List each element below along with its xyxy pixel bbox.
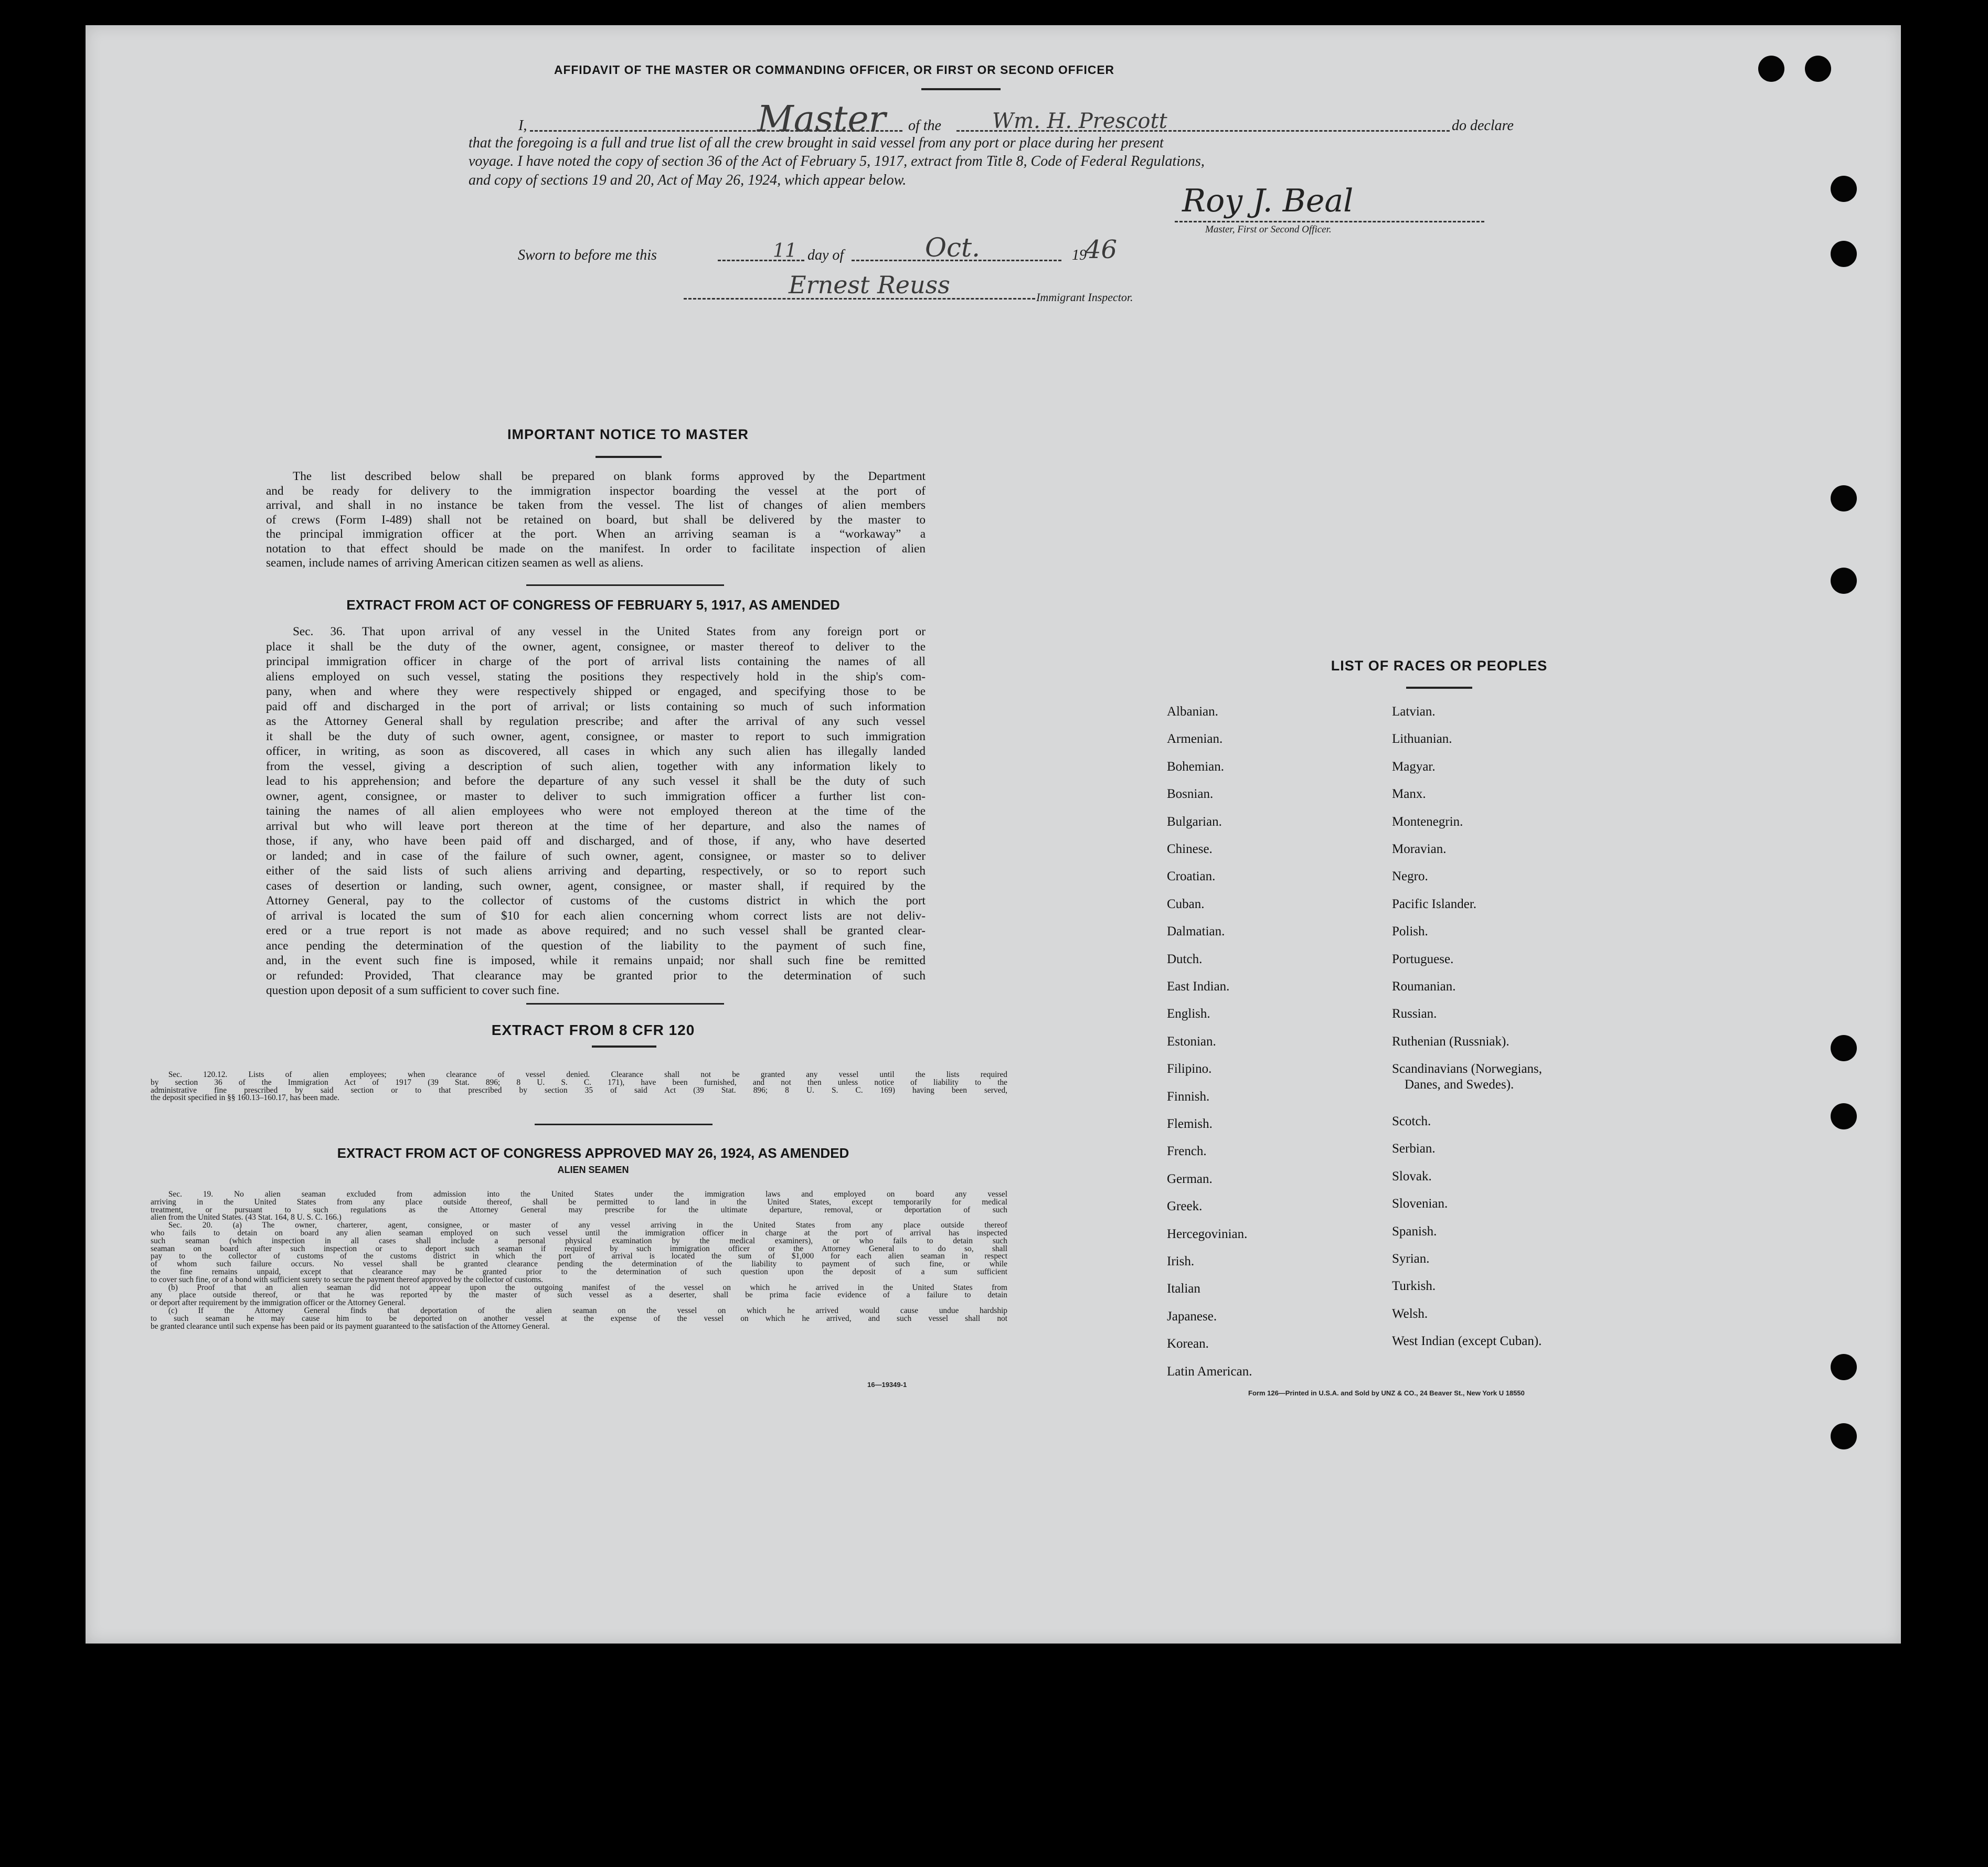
race-item: Serbian. — [1392, 1141, 1436, 1156]
master-signature-caption: Master, First or Second Officer. — [1205, 224, 1332, 235]
race-item: Manx. — [1392, 787, 1426, 802]
race-item: Portuguese. — [1392, 952, 1454, 966]
notice-title: IMPORTANT NOTICE TO MASTER — [507, 426, 749, 442]
race-item: Syrian. — [1392, 1252, 1430, 1266]
race-item: Ruthenian (Russniak). — [1392, 1034, 1509, 1049]
race-item: Italian — [1167, 1282, 1200, 1296]
section-divider — [535, 1124, 713, 1125]
text-line: question upon deposit of a sum sufficient to cover such fine. — [266, 984, 560, 997]
affidavit-body-line: and copy of sections 19 and 20, Act of May 26, 1924, which appear below. — [469, 172, 907, 188]
race-item: Slovak. — [1392, 1169, 1432, 1183]
text-line: arrival, and shall in no instance be taken from the vessel. The list of changes of alien members — [266, 498, 926, 512]
extract-1917-text — [266, 624, 926, 998]
race-item: Dalmatian. — [1167, 924, 1225, 939]
race-item: Cuban. — [1167, 897, 1205, 911]
race-item: Japanese. — [1167, 1309, 1217, 1324]
race-item: German. — [1167, 1171, 1213, 1186]
text-line: of crews (Form I-489) shall not be retained on board, but shall be delivered by the master to — [266, 513, 926, 527]
handwritten-vessel-name: Wm. H. Prescott — [992, 109, 1167, 133]
text-line: the deposit specified in §§ 160.13–160.17, has been made. — [151, 1093, 339, 1103]
race-item: Finnish. — [1167, 1089, 1210, 1104]
cfr-lines — [151, 1071, 1007, 1102]
text-line: Sec. 120.12. Lists of alien employees; when clearance of vessel denied. Clearance shall not be granted any vessel until the lists required — [168, 1070, 1007, 1079]
text-line: seamen, include names of arriving American citizen seamen as well as aliens. — [266, 556, 644, 570]
race-item: Hercegovinian. — [1167, 1226, 1248, 1241]
affidavit-title: AFFIDAVIT OF THE MASTER OR COMMANDING OFFICER, OR FIRST OR SECOND OFFICER — [554, 63, 1114, 77]
text-line: taining the names of all alien employees who were not employed thereon at the time of the — [266, 804, 926, 818]
text-line: the principal immigration officer at the port. When an arriving seaman is a “workaway” a — [266, 527, 926, 541]
inspector-caption: Immigrant Inspector. — [1036, 291, 1133, 304]
race-item: Korean. — [1167, 1337, 1209, 1351]
handwritten-day: 11 — [773, 240, 797, 262]
text-line: paid off and discharged in the port of arrival; or lists containing so much of such information — [266, 699, 926, 713]
text-line: Sec. 36. That upon arrival of any vessel in the United States from any foreign port or — [293, 625, 926, 638]
extract-1924-title: EXTRACT FROM ACT OF CONGRESS APPROVED MAY 26, 1924, AS AMENDED — [337, 1145, 849, 1161]
race-item: Russian. — [1392, 1007, 1437, 1021]
extract-1917-title: EXTRACT FROM ACT OF CONGRESS OF FEBRUARY 5, 1917, AS AMENDED — [346, 597, 840, 613]
notice-title-rule — [596, 456, 662, 458]
text-line: and be ready for delivery to the immigration inspector boarding the vessel at the port of — [266, 484, 926, 498]
text-line: (b) Proof that an alien seaman did not appear upon the outgoing manifest of the vessel on which he arrived in the United States from — [168, 1283, 1007, 1292]
race-item: Greek. — [1167, 1199, 1203, 1214]
text-line: pay to the collector of customs of the customs district in which the port of arrival is located the sum of $1,000 for each alien seaman in respect — [151, 1252, 1007, 1261]
punch-hole — [1831, 1423, 1857, 1449]
race-item: Danes, and Swedes). — [1405, 1077, 1514, 1092]
extract-1917-lines — [266, 624, 926, 998]
affidavit-i-label: I, — [518, 118, 527, 134]
race-item: Scotch. — [1392, 1114, 1431, 1128]
text-line: to such seaman he may cause him to be deported on another vessel at the expense of the vessel on which he arrived, and such vessel shall not — [151, 1314, 1007, 1323]
text-line: be granted clearance until such expense has been paid or its payment guaranteed to the satisfaction of the Attorney General. — [151, 1321, 550, 1331]
text-line: Sec. 19. No alien seaman excluded from admission into the United States under the immigration laws and employed on board any vessel — [168, 1190, 1007, 1199]
text-line: the fine remains unpaid, except that clearance may be granted prior to the determination of such question upon the deposit of a sum sufficient — [151, 1267, 1007, 1276]
text-line: those, if any, who have been paid off and discharged, and of those, if any, who have deserted — [266, 834, 926, 848]
punch-hole — [1831, 568, 1857, 594]
handwritten-month: Oct. — [925, 232, 980, 263]
text-line: lead to his apprehension; and before the departure of any such vessel it shall be the duty of such — [266, 774, 926, 788]
text-line: ance pending the determination of the question of the liability to the payment of such fine, — [266, 938, 926, 953]
text-line: and, in the event such fine is imposed, while it remains unpaid; nor shall such fine be remitted — [266, 954, 926, 967]
text-line: or refunded: Provided, That clearance may be granted prior to the determination of such — [266, 968, 926, 983]
race-item: Latin American. — [1167, 1364, 1252, 1379]
race-item: Turkish. — [1392, 1279, 1436, 1294]
race-item: Chinese. — [1167, 842, 1213, 856]
text-line: place it shall be the duty of the owner, agent, consignee, or master thereof to deliver to the — [266, 639, 926, 654]
affidavit-title-rule — [921, 88, 1001, 90]
race-item: Slovenian. — [1392, 1197, 1448, 1211]
text-line: ered or a true report is not made as above required; and no such vessel shall be granted clear- — [266, 924, 926, 937]
text-line: such seaman (which inspection in all cases shall include a personal physical examination by the medical examiners), or who fails to detain such — [151, 1236, 1007, 1245]
punch-hole — [1758, 56, 1784, 82]
form-code: 16—19349-1 — [867, 1381, 907, 1389]
affidavit-of-label: of the — [908, 118, 941, 134]
text-line: The list described below shall be prepared on blank forms approved by the Department — [293, 470, 926, 483]
race-item: Flemish. — [1167, 1117, 1213, 1131]
text-line: of arrival is located the sum of $10 for each alien concerning whom correct lists are not deliv- — [266, 909, 926, 923]
text-line: cases of desertion or landing, such owner, agent, consignee, or master shall, if required by the — [266, 879, 926, 893]
race-item: Filipino. — [1167, 1062, 1212, 1076]
punch-hole — [1831, 1103, 1857, 1129]
race-item: Montenegrin. — [1392, 814, 1463, 829]
race-item: Pacific Islander. — [1392, 897, 1477, 911]
text-line: of whom such failure occurs. No vessel shall be granted clearance pending the determination of the liability to payment of such fine, or while — [151, 1260, 1007, 1269]
punch-hole — [1831, 1354, 1857, 1380]
punch-hole — [1831, 1035, 1857, 1061]
race-item: Bosnian. — [1167, 787, 1214, 802]
race-item: Albanian. — [1167, 705, 1218, 719]
race-item: Bohemian. — [1167, 759, 1225, 774]
race-item: Dutch. — [1167, 952, 1203, 966]
race-item: Spanish. — [1392, 1224, 1437, 1239]
races-title: LIST OF RACES OR PEOPLES — [1331, 658, 1548, 674]
text-line: notation to that effect should be made on the manifest. In order to facilitate inspection of alien — [266, 541, 926, 556]
text-line: arriving in the United States from any place outside thereof, shall be permitted to land in the United States, except temporarily for medical — [151, 1197, 1007, 1207]
punch-hole — [1831, 176, 1857, 202]
form-footer: Form 126—Printed in U.S.A. and Sold by UNZ & CO., 24 Beaver St., New York U 18550 — [1248, 1389, 1525, 1397]
text-line: as the Attorney General shall by regulation prescribe; and after the arrival of any such vessel — [266, 714, 926, 728]
race-item: English. — [1167, 1007, 1210, 1021]
sworn-label: Sworn to before me this — [518, 247, 657, 263]
master-signature: Roy J. Beal — [1182, 183, 1354, 219]
text-line: aliens employed on such vessel, stating the positions they respectively hold in the ship's com- — [266, 669, 926, 684]
punch-hole — [1831, 241, 1857, 267]
race-item: Armenian. — [1167, 732, 1223, 746]
day-of-label: day of — [807, 247, 844, 263]
race-item: Bulgarian. — [1167, 814, 1222, 829]
race-item: Negro. — [1392, 869, 1428, 884]
notice-lines — [266, 470, 926, 571]
punch-hole — [1831, 485, 1857, 511]
inspector-signature: Ernest Reuss — [789, 271, 950, 299]
text-line: administrative fine prescribed by said section or to that prescribed by section 35 of said Act (39 Stat. 896; 8 U. S. C. 169) having been served, — [151, 1085, 1007, 1095]
text-line: to cover such fine, or of a bond with sufficient surety to secure the payment thereof approved by the collector of customs. — [151, 1275, 544, 1284]
race-item: East Indian. — [1167, 979, 1230, 994]
text-line: seaman on board after such inspection or to deport such seaman if required by such immigration officer or the Attorney General to do so, shall — [151, 1244, 1007, 1253]
master-signature-line — [1175, 221, 1484, 222]
text-line: officer, in writing, as soon as discovered, all cases in which any such alien has illegally landed — [266, 744, 926, 758]
text-line: treatment, or pursuant to such regulations as the Attorney General may prescribe for the ultimate departure, removal, or deportation of such — [151, 1205, 1007, 1214]
extract-1924-lines — [151, 1191, 1007, 1330]
text-line: from the vessel, giving a description of such alien, together with any information likely to — [266, 759, 926, 773]
cfr-title-rule — [592, 1045, 656, 1048]
affidavit-do-declare: do declare — [1452, 118, 1514, 134]
race-item: Roumanian. — [1392, 979, 1456, 994]
text-line: (c) If the Attorney General finds that deportation of the alien seaman on the vessel on which he arrived would cause undue hardship — [168, 1306, 1007, 1315]
race-item: Polish. — [1392, 924, 1428, 939]
text-line: or deport after requirement by the immigration officer or the Attorney General. — [151, 1298, 406, 1308]
cfr-text — [151, 1071, 1007, 1102]
race-item: Welsh. — [1392, 1306, 1428, 1321]
text-line: Sec. 20. (a) The owner, charterer, agent, consignee, or master of any vessel arriving in the United States from any place outside thereof — [168, 1221, 1007, 1230]
race-item: Lithuanian. — [1392, 732, 1452, 746]
text-line: Attorney General, pay to the collector of customs of the customs district in which the port — [266, 894, 926, 908]
section-divider — [526, 584, 724, 586]
text-line: by section 36 of the Immigration Act of 1917 (39 Stat. 896; 8 U. S. C. 171), have been furnished, and not then unless notice of liability to the — [151, 1077, 1007, 1087]
text-line: owner, agent, consignee, or master to deliver to such immigration officer a further list con- — [266, 789, 926, 803]
race-item: Moravian. — [1392, 842, 1447, 856]
text-line: principal immigration officer in charge of the port of arrival lists containing the names of all — [266, 655, 926, 668]
text-line: it shall be the duty of such owner, agent, consignee, or master to report to such immigration — [266, 729, 926, 743]
text-line: pany, when and where they were respectively shipped or engaged, and specifying those to be — [266, 685, 926, 698]
race-item: West Indian (except Cuban). — [1392, 1334, 1542, 1349]
text-line: arrival but who will leave port thereon at the time of her departure, and also the names of — [266, 819, 926, 833]
race-item: Croatian. — [1167, 869, 1216, 884]
race-item: Irish. — [1167, 1254, 1195, 1268]
text-line: either of the said lists of such aliens arriving and departing, respectively, or so to report such — [266, 864, 926, 878]
punch-hole — [1805, 56, 1831, 82]
race-item: Magyar. — [1392, 759, 1436, 774]
text-line: any place outside thereof, or that he was reported by the master of such vessel as a deserter, shall be prima facie evidence of a failure to detain — [151, 1290, 1007, 1300]
extract-1924-text — [151, 1191, 1007, 1330]
text-line: alien from the United States. (43 Stat. 164, 8 U. S. C. 166.) — [151, 1213, 342, 1222]
affidavit-body-line: that the foregoing is a full and true list of all the crew brought in said vessel from any port or place during her present — [469, 135, 1164, 151]
year-prefix: 19 — [1072, 247, 1087, 263]
races-title-rule — [1406, 687, 1472, 689]
race-item: Latvian. — [1392, 705, 1436, 719]
section-divider — [526, 1003, 724, 1005]
document-page — [86, 25, 1901, 1644]
notice-paragraph — [266, 470, 926, 571]
text-line: who fails to detain on board any alien seaman employed on such vessel until the immigration officer in charge at the port of arrival has inspected — [151, 1228, 1007, 1237]
handwritten-year: 46 — [1085, 235, 1118, 264]
race-item: Scandinavians (Norwegians, — [1392, 1062, 1543, 1076]
text-line: or landed; and in case of the failure of such owner, agent, consignee, or master so to deliver — [266, 849, 926, 863]
race-item: Estonian. — [1167, 1034, 1216, 1049]
cfr-title: EXTRACT FROM 8 CFR 120 — [491, 1022, 695, 1038]
affidavit-body-line: voyage. I have noted the copy of section 36 of the Act of February 5, 1917, extract from Title 8, Code of Federal Regulations, — [469, 153, 1205, 169]
extract-1924-subtitle: ALIEN SEAMEN — [557, 1165, 629, 1175]
race-item: French. — [1167, 1144, 1207, 1159]
handwritten-rank: Master — [757, 99, 886, 140]
